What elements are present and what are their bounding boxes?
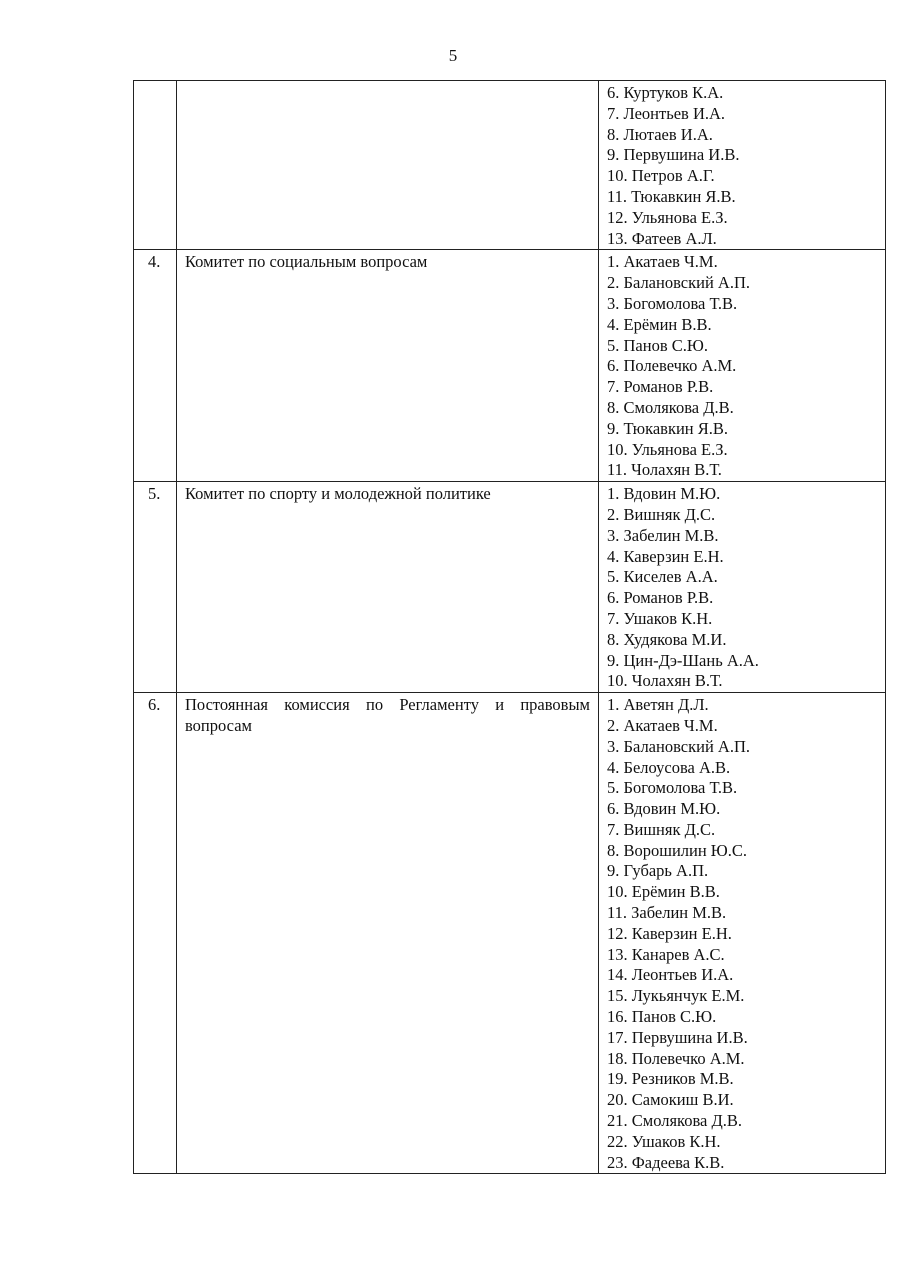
member-item: 5. Богомолова Т.В. — [607, 778, 738, 798]
committee-members — [599, 81, 886, 250]
member-item: 1. Вдовин М.Ю. — [607, 484, 721, 504]
page-number: 5 — [448, 46, 458, 65]
member-item: 10. Чолахян В.Т. — [607, 671, 723, 691]
member-item: 11. Забелин М.В. — [607, 903, 727, 923]
member-item: 4. Белоусова А.В. — [607, 757, 731, 777]
member-list — [607, 695, 885, 1173]
member-item: 17. Первушина И.В. — [607, 1027, 748, 1047]
table-row — [134, 482, 886, 693]
member-item: 10. Петров А.Г. — [607, 166, 715, 186]
member-item: 10. Ульянова Е.З. — [607, 439, 728, 459]
member-item: 12. Каверзин Е.Н. — [607, 923, 732, 943]
member-item: 13. Фатеев А.Л. — [607, 228, 717, 248]
member-item: 6. Романов Р.В. — [607, 588, 714, 608]
member-item: 6. Полевечко А.М. — [607, 356, 737, 376]
member-item: 1. Акатаев Ч.М. — [607, 252, 718, 272]
member-item: 8. Худякова М.И. — [607, 629, 727, 649]
member-item: 10. Ерёмин В.В. — [607, 882, 720, 902]
member-item: 15. Лукьянчук Е.М. — [607, 986, 745, 1006]
member-item: 9. Тюкавкин Я.В. — [607, 418, 729, 438]
member-item: 4. Ерёмин В.В. — [607, 314, 712, 334]
member-item: 7. Ушаков К.Н. — [607, 608, 713, 628]
member-item: 9. Цин-Дэ-Шань А.А. — [607, 650, 759, 670]
member-item: 7. Леонтьев И.А. — [607, 103, 726, 123]
member-item: 8. Ворошилин Ю.С. — [607, 840, 748, 860]
member-item: 2. Балановский А.П. — [607, 273, 750, 293]
committees-table-body — [134, 81, 886, 1174]
member-item: 23. Фадеева К.В. — [607, 1152, 725, 1172]
committee-members — [599, 250, 886, 482]
row-number — [134, 81, 177, 250]
committee-name: Постоянная комиссия по Регламенту и правовым вопросам — [177, 693, 599, 1174]
table-row — [134, 693, 886, 1174]
member-item: 2. Вишняк Д.С. — [607, 504, 716, 524]
committees-table — [133, 80, 886, 1174]
member-item: 12. Ульянова Е.З. — [607, 207, 728, 227]
member-item: 19. Резников М.В. — [607, 1069, 734, 1089]
member-item: 7. Романов Р.В. — [607, 377, 714, 397]
member-item: 18. Полевечко А.М. — [607, 1048, 745, 1068]
member-item: 3. Балановский А.П. — [607, 736, 750, 756]
member-item: 2. Акатаев Ч.М. — [607, 715, 718, 735]
member-item: 1. Аветян Д.Л. — [607, 695, 709, 715]
member-item: 16. Панов С.Ю. — [607, 1007, 717, 1027]
member-item: 7. Вишняк Д.С. — [607, 819, 716, 839]
member-list — [607, 83, 885, 249]
member-item: 8. Смолякова Д.В. — [607, 397, 734, 417]
committee-members — [599, 693, 886, 1174]
member-item: 4. Каверзин Е.Н. — [607, 546, 724, 566]
member-item: 5. Панов С.Ю. — [607, 335, 708, 355]
member-item: 9. Губарь А.П. — [607, 861, 709, 881]
committee-members — [599, 482, 886, 693]
member-list — [607, 484, 885, 692]
member-item: 3. Богомолова Т.В. — [607, 293, 738, 313]
member-item: 6. Вдовин М.Ю. — [607, 799, 721, 819]
committee-name: Комитет по спорту и молодежной политике — [177, 482, 599, 693]
row-number: 4. — [134, 250, 177, 482]
row-number: 6. — [134, 693, 177, 1174]
member-item: 6. Куртуков К.А. — [607, 83, 724, 102]
member-item: 8. Лютаев И.А. — [607, 124, 713, 144]
committee-name: Комитет по социальным вопросам — [177, 250, 599, 482]
table-row — [134, 81, 886, 250]
member-item: 14. Леонтьев И.А. — [607, 965, 734, 985]
member-item: 11. Тюкавкин Я.В. — [607, 186, 736, 206]
row-number: 5. — [134, 482, 177, 693]
member-item: 20. Самокиш В.И. — [607, 1090, 734, 1110]
member-item: 11. Чолахян В.Т. — [607, 460, 722, 480]
member-item: 22. Ушаков К.Н. — [607, 1131, 721, 1151]
member-item: 21. Смолякова Д.В. — [607, 1111, 743, 1131]
member-item: 13. Канарев А.С. — [607, 944, 725, 964]
member-list — [607, 252, 885, 481]
member-item: 9. Первушина И.В. — [607, 145, 740, 165]
table-row — [134, 250, 886, 482]
committee-name — [177, 81, 599, 250]
member-item: 5. Киселев А.А. — [607, 567, 718, 587]
member-item: 3. Забелин М.В. — [607, 525, 719, 545]
